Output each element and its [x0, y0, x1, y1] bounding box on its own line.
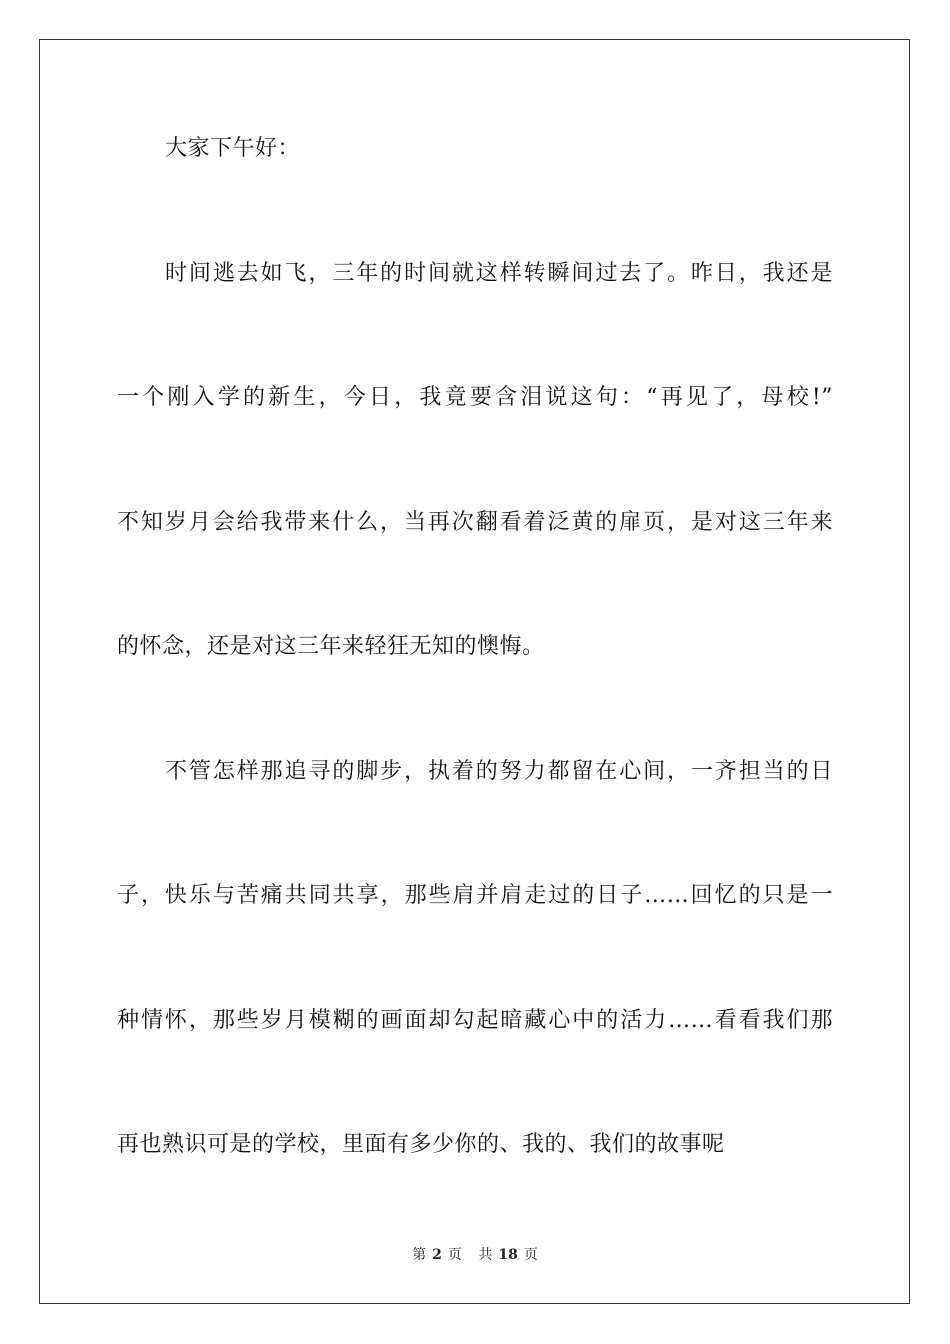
page-suffix: 页 [447, 1247, 462, 1263]
page-footer [0, 1245, 950, 1265]
paragraph-1-line-3: 不知岁月会给我带来什么，当再次翻看着泛黄的扉页，是对这三年来 [117, 510, 833, 535]
paragraph-1-line-2: 一个刚入学的新生，今日，我竟要含泪说这句：“再见了，母校!” [117, 385, 833, 410]
page-frame [39, 39, 910, 1304]
paragraph-2-line-4: 再也熟识可是的学校，里面有多少你的、我的、我们的故事呢 [117, 1132, 725, 1157]
paragraph-2-line-3: 种情怀，那些岁月模糊的画面却勾起暗藏心中的活力……看看我们那 [117, 1008, 833, 1033]
current-page: 2 [432, 1247, 442, 1263]
total-suffix: 页 [523, 1247, 538, 1263]
greeting-line: 大家下午好： [165, 136, 301, 161]
paragraph-2-line-2: 子，快乐与苦痛共同共享，那些肩并肩走过的日子……回忆的只是一 [117, 883, 833, 908]
page-prefix: 第 [412, 1247, 427, 1263]
total-prefix: 共 [478, 1247, 493, 1263]
paragraph-1-line-4: 的怀念，还是对这三年来轻狂无知的懊悔。 [117, 634, 545, 659]
page-number [409, 1247, 465, 1263]
total-pages: 18 [498, 1247, 518, 1263]
page-total [475, 1247, 540, 1263]
paragraph-1-line-1: 时间逃去如飞，三年的时间就这样转瞬间过去了。昨日，我还是 [165, 261, 833, 286]
paragraph-2-line-1: 不管怎样那追寻的脚步，执着的努力都留在心间，一齐担当的日 [165, 759, 833, 784]
